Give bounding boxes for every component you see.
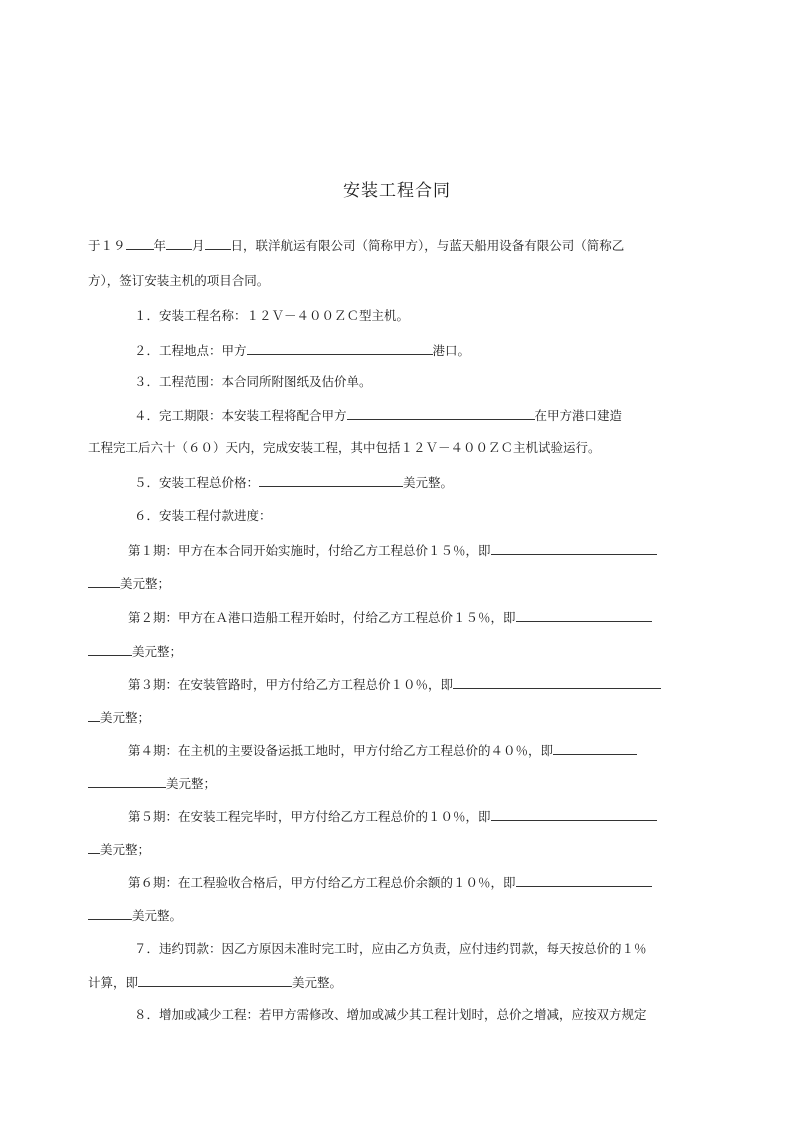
intro-text: 年 bbox=[153, 238, 167, 253]
payment-4-blank[interactable] bbox=[553, 742, 637, 755]
payment-1-cont bbox=[88, 575, 170, 592]
clause-text: 美元整； bbox=[166, 776, 217, 791]
clause-5 bbox=[134, 474, 453, 491]
payment-4-cont bbox=[88, 775, 216, 792]
payment-2-blank-cont[interactable] bbox=[88, 643, 132, 656]
intro-line-2: 方），签订安装主机的项目合同。 bbox=[88, 273, 270, 288]
location-blank[interactable] bbox=[247, 342, 433, 355]
payment-5-blank[interactable] bbox=[491, 808, 657, 821]
document-title: 安装工程合同 bbox=[343, 181, 451, 201]
payment-3 bbox=[128, 676, 661, 693]
clause-text: 第６期：在工程验收合格后，甲方付给乙方工程总价余额的１０％，即 bbox=[128, 875, 516, 890]
clause-4-cont: 工程完工后六十（６０）天内，完成安装工程，其中包括１２Ｖ－４００ＺＣ主机试验运行。 bbox=[88, 440, 601, 455]
clause-text: 美元整； bbox=[100, 842, 151, 857]
clause-6: ６．安装工程付款进度： bbox=[134, 508, 272, 523]
clause-1: １．安装工程名称：１２Ｖ－４００ＺＣ型主机。 bbox=[134, 308, 410, 323]
year-blank[interactable] bbox=[126, 237, 154, 250]
clause-2 bbox=[134, 342, 470, 359]
clause-text: 港口。 bbox=[432, 343, 471, 358]
clause-text: 第１期：甲方在本合同开始实施时，付给乙方工程总价１５％，即 bbox=[128, 543, 491, 558]
payment-1-blank-cont[interactable] bbox=[88, 575, 120, 588]
clause-text: 在甲方港口建造 bbox=[534, 408, 623, 423]
payment-2-blank[interactable] bbox=[516, 609, 652, 622]
payment-4 bbox=[128, 742, 637, 759]
clause-text: 美元整。 bbox=[292, 975, 343, 990]
intro-text: 日，联洋航运有限公司（简称甲方），与蓝天船用设备有限公司（简称乙 bbox=[230, 238, 625, 253]
payment-6-blank-cont[interactable] bbox=[88, 907, 132, 920]
payment-2 bbox=[128, 609, 652, 626]
clause-text: ５．安装工程总价格： bbox=[134, 475, 260, 490]
payment-2-cont bbox=[88, 643, 182, 660]
clause-4 bbox=[134, 407, 622, 424]
penalty-blank[interactable] bbox=[138, 974, 292, 987]
clause-text: 美元整。 bbox=[403, 475, 454, 490]
payment-6-blank[interactable] bbox=[516, 874, 652, 887]
payment-5 bbox=[128, 808, 657, 825]
clause-text: 美元整； bbox=[132, 644, 183, 659]
payment-5-blank-cont[interactable] bbox=[88, 841, 100, 854]
payment-3-cont bbox=[88, 709, 150, 726]
payment-1-blank[interactable] bbox=[491, 542, 657, 555]
clause-8: ８．增加或减少工程：若甲方需修改、增加或减少其工程计划时，总价之增减，应按双方规定 bbox=[134, 1007, 647, 1022]
payment-1 bbox=[128, 542, 657, 559]
total-price-blank[interactable] bbox=[259, 474, 403, 487]
day-blank[interactable] bbox=[205, 237, 231, 250]
clause-text: 第３期：在安装管路时，甲方付给乙方工程总价１０％，即 bbox=[128, 677, 454, 692]
intro-text: 于１９ bbox=[88, 238, 126, 253]
clause-text: ２．工程地点：甲方 bbox=[134, 343, 247, 358]
clause-7-cont bbox=[88, 974, 342, 991]
clause-7: ７．违约罚款：因乙方原因未准时完工时，应由乙方负责，应付违约罚款，每天按总价的１％ bbox=[134, 941, 647, 956]
project-blank[interactable] bbox=[347, 407, 535, 420]
intro-line-1 bbox=[88, 237, 624, 254]
clause-text: 第２期：甲方在Ａ港口造船工程开始时，付给乙方工程总价１５％，即 bbox=[128, 610, 516, 625]
payment-5-cont bbox=[88, 841, 150, 858]
intro-text: 月 bbox=[192, 238, 205, 253]
clause-text: 美元整； bbox=[120, 576, 171, 591]
clause-3: ３．工程范围：本合同所附图纸及估价单。 bbox=[134, 374, 372, 389]
clause-text: 美元整； bbox=[100, 710, 151, 725]
payment-6-cont bbox=[88, 907, 182, 924]
month-blank[interactable] bbox=[166, 237, 192, 250]
clause-text: 美元整。 bbox=[132, 908, 183, 923]
clause-text: ４．完工期限：本安装工程将配合甲方 bbox=[134, 408, 347, 423]
payment-3-blank-cont[interactable] bbox=[88, 709, 100, 722]
payment-6 bbox=[128, 874, 652, 891]
payment-4-blank-cont[interactable] bbox=[88, 775, 166, 788]
clause-text: 第４期：在主机的主要设备运抵工地时，甲方付给乙方工程总价的４０％，即 bbox=[128, 743, 554, 758]
clause-text: 计算，即 bbox=[88, 975, 139, 990]
payment-3-blank[interactable] bbox=[453, 676, 661, 689]
clause-text: 第５期：在安装工程完毕时，甲方付给乙方工程总价的１０％，即 bbox=[128, 809, 491, 824]
